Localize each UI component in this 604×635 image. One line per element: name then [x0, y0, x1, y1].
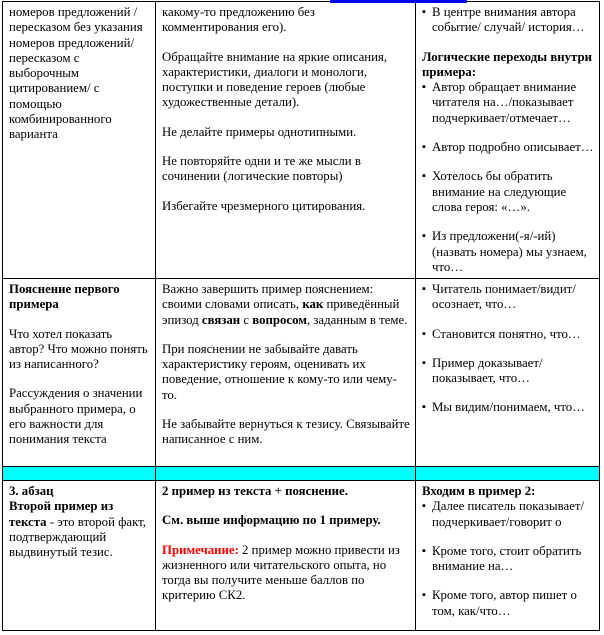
paragraph: Что хотел показать автор? Что можно понять из написанного?: [9, 326, 148, 372]
paragraph: Рассуждения о значении выбранного примера, о его важности для понимания текста: [9, 386, 143, 447]
text-run-bold: Второй пример из текста: [9, 499, 114, 529]
bullet-square-icon: ▪: [422, 589, 426, 602]
hyperlink-underline-fragment[interactable]: [330, 0, 467, 3]
list-item-text: Автор подробно описывает…: [432, 140, 594, 155]
section-heading: 3. абзац: [9, 484, 54, 498]
paragraph: При пояснении не забывайте давать характеристику героям, оценивать их поведение, отношение к кому-то или чему-то.: [162, 341, 397, 402]
cell-paragraph3-second-example: [3, 481, 156, 631]
bullet-square-icon: ▪: [422, 170, 426, 183]
bullet-square-icon: ▪: [422, 356, 426, 369]
bullet-square-icon: ▪: [422, 327, 426, 340]
paragraph: Не делайте примеры однотипными.: [162, 124, 357, 139]
list-item: [422, 356, 594, 387]
paragraph: номеров предложений / пересказом без указания номеров предложений/ пересказом с выборочным цитированием/ с помощью комбинированного варианта: [9, 5, 143, 142]
cell-transition-phrases: [416, 2, 600, 279]
list-item: [422, 140, 594, 155]
text-run: , заданным в теме.: [306, 312, 408, 327]
paragraph: Избегайте чрезмерного цитирования.: [162, 198, 366, 213]
bullet-square-icon: ▪: [422, 283, 426, 295]
cell-example2-phrases: [416, 481, 600, 631]
list-item-text: Автор обращает внимание читателя на…/показывает подчеркивает/отмечает…: [432, 80, 577, 125]
list-item-text: Пример доказывает/показывает, что…: [432, 355, 543, 386]
text-run: 2 пример можно привести из жизненного или читательского опыта, но тогда вы получите меньше баллов по критерию СК2.: [162, 542, 400, 603]
list-item-text: Кроме того, стоит обратить внимание на…: [432, 543, 582, 574]
list-item: [422, 499, 594, 530]
worksheet-table: [2, 1, 600, 631]
text-run-bold: вопросом: [252, 312, 307, 327]
text-run: - это второй факт, подтверждающий выдвинутый тезис.: [9, 514, 146, 560]
note-label: Примечание:: [162, 542, 239, 557]
bullet-square-icon: ▪: [422, 500, 426, 513]
paragraph: Не повторяйте одни и те же мысли в сочинении (логические повторы): [162, 154, 361, 184]
paragraph: какому-то предложению без комментирования его).: [162, 5, 315, 35]
list-item: [422, 229, 594, 275]
list-item: [422, 544, 594, 575]
text-run: с: [240, 312, 253, 327]
paragraph-mixed: [162, 282, 410, 328]
separator-band-cell: [156, 467, 416, 481]
cell-explanation-guidelines: [156, 279, 416, 467]
text-run: Важно завершить пример пояснением: своими словами описать,: [162, 282, 374, 312]
text-run-bold: связан: [201, 312, 241, 327]
cell-example-guidelines: [156, 2, 416, 279]
bullet-square-icon: ▪: [422, 401, 426, 414]
bullet-square-icon: ▪: [422, 81, 426, 94]
list-item-text: Читатель понимает/видит/осознает, что…: [432, 282, 576, 312]
text-run: приведённый эпизод: [162, 297, 400, 327]
cell-explanation-first-example: [3, 279, 156, 467]
list-item: [422, 282, 594, 313]
list-item: [422, 5, 594, 36]
list-item: [422, 169, 594, 215]
list-item-text: В центре внимания автора событие/ случай/ история…: [432, 5, 585, 35]
bullet-square-icon: ▪: [422, 141, 426, 154]
text-run-bold: как: [302, 297, 324, 312]
bullet-square-icon: ▪: [422, 230, 426, 243]
bullet-square-icon: ▪: [422, 544, 426, 557]
list-item-text: Из предложени(-я/-ий) (назвать номера) мы узнаем, что…: [432, 229, 587, 274]
section-heading: Логические переходы внутри примера:: [422, 49, 592, 79]
list-item-text: Кроме того, автор пишет о том, как/что…: [432, 588, 577, 618]
list-item-text: Становится понятно, что…: [432, 326, 581, 341]
list-item-text: Далее писатель показывает/ подчеркивает/говорит о: [432, 499, 585, 529]
separator-band-cell: [3, 467, 156, 481]
paragraph-mixed: [9, 499, 150, 560]
bullet-square-icon: ▪: [422, 6, 426, 18]
paragraph: Не забывайте вернуться к тезису. Связывайте написанное с ним.: [162, 417, 410, 447]
list-item-text: Мы видим/понимаем, что…: [432, 400, 585, 415]
paragraph-bold: 2 пример из текста + пояснение.: [162, 484, 348, 498]
separator-band-cell: [416, 467, 600, 481]
note-paragraph: [162, 543, 410, 604]
paragraph-bold: См. выше информацию по 1 примеру.: [162, 513, 381, 528]
paragraph: Обращайте внимание на яркие описания, характеристики, диалоги и монологи, поступки и поведение героев (любые художественные детали).: [162, 49, 388, 110]
section-heading: Входим в пример 2:: [422, 484, 536, 498]
list-item: [422, 400, 594, 415]
list-item: [422, 588, 594, 619]
cell-reader-phrases: [416, 279, 600, 467]
cell-quote-methods: [3, 2, 156, 279]
list-item: [422, 80, 594, 126]
cell-second-example-guidelines: [156, 481, 416, 631]
list-item: [422, 327, 594, 342]
section-heading: Пояснение первого примера: [9, 282, 120, 312]
list-item-text: Хотелось бы обратить внимание на следующие слова героя: «…».: [432, 169, 567, 214]
